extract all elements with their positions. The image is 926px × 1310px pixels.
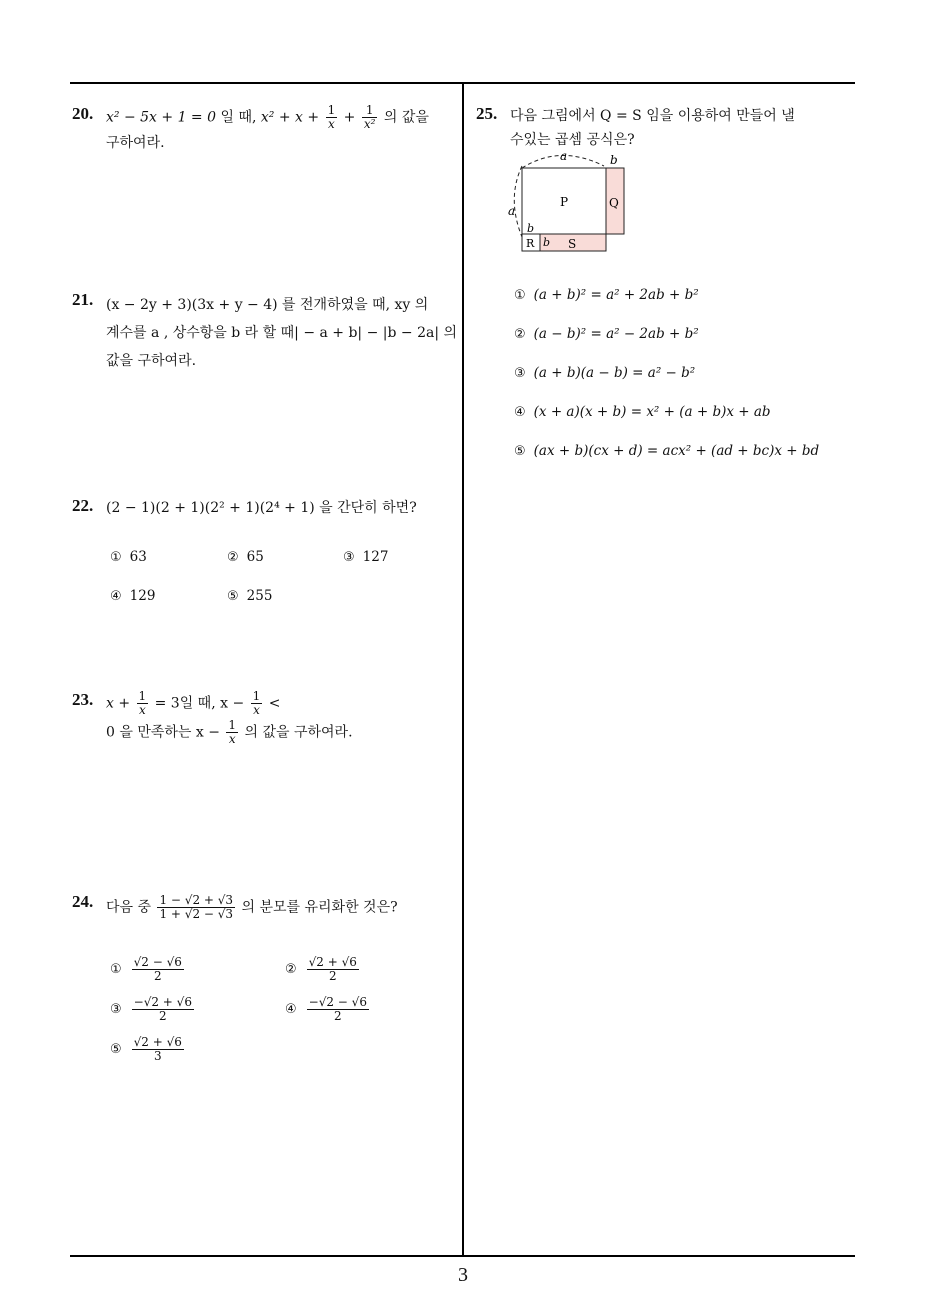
q25-choice-5[interactable] <box>514 443 819 459</box>
q20-when: 일 때, <box>220 109 257 126</box>
q20-plus: + <box>343 109 356 126</box>
q22-text: (2 − 1)(2 + 1)(2² + 1)(2⁴ + 1) 을 간단히 하면? <box>106 500 417 516</box>
q23-frac2 <box>251 690 263 717</box>
q20-text <box>106 104 446 153</box>
q24-number: 24. <box>72 892 94 911</box>
q23-line2 <box>106 719 446 746</box>
q25-number: 25. <box>476 104 498 123</box>
choice-mark: ⑤ <box>514 444 526 459</box>
choice-den: 2 <box>307 1009 369 1023</box>
choice-num: √2 + √6 <box>133 1035 182 1049</box>
label-b-small: b <box>527 222 535 235</box>
q21-line1: (x − 2y + 3)(3x + y − 4) 를 전개하였을 때, xy 의 <box>106 297 429 313</box>
q23-l2a: 0 을 만족하는 x − <box>106 724 220 741</box>
choice-num: √2 + √6 <box>308 955 357 969</box>
q23-frac1 <box>137 690 149 717</box>
choice-mark: ④ <box>285 1002 297 1017</box>
q24-text <box>106 894 398 921</box>
choice-text: (a + b)² = a² + 2ab + b² <box>533 287 699 303</box>
q22-choice-3[interactable] <box>343 549 388 565</box>
q21-text <box>106 291 456 375</box>
q22-choice-2[interactable] <box>227 549 264 565</box>
choice-mark: ② <box>227 550 239 565</box>
q23-frac3-num: 1 <box>228 718 237 732</box>
q23-number: 23. <box>72 690 94 709</box>
q25-choice-1[interactable] <box>514 287 699 303</box>
choice-num: √2 − √6 <box>133 955 182 969</box>
q23-frac1-num: 1 <box>138 689 147 703</box>
q22-choice-1[interactable] <box>110 549 147 565</box>
q24-choice-4[interactable] <box>285 996 371 1023</box>
label-a-left: a <box>508 204 516 218</box>
label-p: P <box>560 195 569 209</box>
choice-num: −√2 − √6 <box>308 995 367 1009</box>
q20-equation: x² − 5x + 1 = 0 <box>106 109 217 126</box>
q25-choice-4[interactable] <box>514 404 771 420</box>
q25-figure <box>500 148 640 258</box>
q21-line2: 계수를 a , 상수항을 b 라 할 때| − a + b| − |b − 2a| 의 <box>106 325 458 341</box>
choice-den: 2 <box>132 969 184 983</box>
q23-text <box>106 690 446 746</box>
page-number: 3 <box>458 1264 468 1286</box>
q22-number: 22. <box>72 496 94 515</box>
q20-expr: x² + x + <box>260 109 320 126</box>
choice-text: (a + b)(a − b) = a² − b² <box>533 365 696 381</box>
label-q: Q <box>609 196 619 210</box>
q24-choice-1[interactable] <box>110 956 186 983</box>
q20-number: 20. <box>72 104 94 123</box>
choice-num: −√2 + √6 <box>133 995 192 1009</box>
choice-mark: ③ <box>514 366 526 381</box>
q20-line2: 구하여라. <box>106 135 165 151</box>
q25-line1: 다음 그림에서 Q = S 임을 이용하여 만들어 낼 <box>510 108 795 124</box>
q25-choice-3[interactable] <box>514 365 695 381</box>
choice-frac <box>307 996 369 1023</box>
q20-frac1-den: x <box>326 117 338 131</box>
choice-text: (a − b)² = a² − 2ab + b² <box>533 326 699 342</box>
choice-mark: ④ <box>514 405 526 420</box>
choice-mark: ② <box>285 962 297 977</box>
q24-main-frac-num: 1 − √2 + √3 <box>159 893 234 907</box>
q24-choice-2[interactable] <box>285 956 361 983</box>
choice-value: 255 <box>246 588 273 604</box>
q24-choice-3[interactable] <box>110 996 196 1023</box>
choice-frac <box>132 1036 184 1063</box>
q20-value-of: 의 값을 <box>383 109 429 126</box>
choice-mark: ① <box>110 962 122 977</box>
choice-frac <box>307 956 359 983</box>
label-s: S <box>568 237 577 251</box>
q23-frac2-den: x <box>251 703 263 717</box>
choice-mark: ① <box>110 550 122 565</box>
choice-mark: ② <box>514 327 526 342</box>
q25-line2: 수있는 곱셈 공식은? <box>510 132 635 148</box>
q20-frac1 <box>326 104 338 131</box>
choice-text: (ax + b)(cx + d) = acx² + (ad + bc)x + bd <box>533 443 820 459</box>
label-r: R <box>526 237 535 250</box>
choice-frac <box>132 956 184 983</box>
q21-number: 21. <box>72 290 94 309</box>
choice-den: 2 <box>307 969 359 983</box>
q23-frac2-num: 1 <box>252 689 261 703</box>
choice-value: 129 <box>129 588 156 604</box>
q22-choice-4[interactable] <box>110 588 155 604</box>
choice-text: (x + a)(x + b) = x² + (a + b)x + ab <box>533 404 771 420</box>
q24-main-frac <box>157 894 235 921</box>
choice-mark: ③ <box>110 1002 122 1017</box>
q20-line1 <box>106 104 446 131</box>
q24-choice-5[interactable] <box>110 1036 186 1063</box>
q20-frac2-num: 1 <box>365 103 374 117</box>
q23-frac1-den: x <box>137 703 149 717</box>
choice-mark: ③ <box>343 550 355 565</box>
q23-frac3 <box>226 719 238 746</box>
choice-den: 2 <box>132 1009 194 1023</box>
label-b-top: b <box>610 153 618 167</box>
choice-mark: ⑤ <box>227 589 239 604</box>
q21-line3: 값을 구하여라. <box>106 353 197 369</box>
choice-frac <box>132 996 194 1023</box>
choice-mark: ④ <box>110 589 122 604</box>
q22-choice-5[interactable] <box>227 588 272 604</box>
label-b-small2: b <box>543 236 551 249</box>
label-a-top: a <box>560 149 568 163</box>
q25-choice-2[interactable] <box>514 326 699 342</box>
choice-mark: ① <box>514 288 526 303</box>
q20-frac2-den: x² <box>363 117 376 131</box>
q24-prefix: 다음 중 <box>106 899 152 916</box>
q23-l1b: = 3일 때, x − <box>154 695 245 712</box>
q23-l1c: < <box>268 695 281 712</box>
q24-main-frac-den: 1 + √2 − √3 <box>159 907 234 921</box>
choice-mark: ⑤ <box>110 1042 122 1057</box>
column-divider <box>462 82 464 1256</box>
q20-frac1-num: 1 <box>327 103 336 117</box>
q24-suffix: 의 분모를 유리화한 것은? <box>241 899 398 916</box>
q25-text <box>510 104 840 152</box>
choice-value: 127 <box>362 549 389 565</box>
q20-frac2 <box>362 104 378 131</box>
choice-value: 65 <box>246 549 264 565</box>
q23-l1a: x + <box>106 695 131 712</box>
q23-frac3-den: x <box>226 732 238 746</box>
q23-line1 <box>106 690 446 717</box>
bottom-rule <box>70 1255 855 1257</box>
q23-l2b: 의 값을 구하여라. <box>244 724 353 741</box>
choice-value: 63 <box>129 549 147 565</box>
choice-den: 3 <box>132 1049 184 1063</box>
